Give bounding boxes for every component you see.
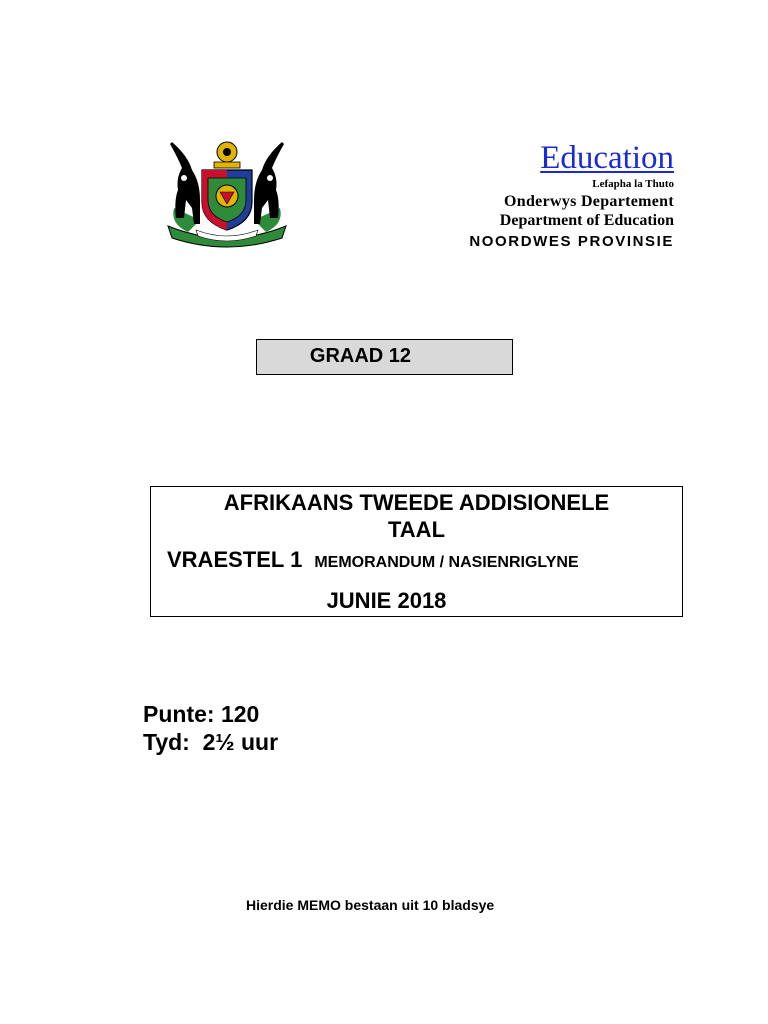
paper-info-box [150, 486, 683, 617]
grade-box [256, 339, 513, 375]
department-title: Education [540, 140, 674, 176]
department-name-afrikaans: Onderwys Departement [504, 193, 674, 210]
subject-line-1: AFRIKAANS TWEEDE ADDISIONELE [223, 490, 610, 515]
page-count-note: Hierdie MEMO bestaan uit 10 bladsye [246, 897, 495, 913]
exam-duration: Tyd: 2½ uur [143, 729, 279, 755]
exam-date: JUNIE 2018 [326, 588, 447, 613]
paper-number: VRAESTEL 1 [167, 547, 303, 572]
grade-label: GRAAD 12 [309, 345, 412, 367]
paper-line [167, 545, 579, 578]
coat-of-arms-icon [160, 138, 294, 248]
subject-line-2: TAAL [387, 517, 446, 542]
province-name: NOORDWES PROVINSIE [469, 233, 674, 250]
department-subtitle: Lefapha la Thuto [592, 178, 674, 190]
paper-type: MEMORANDUM / NASIENRIGLYNE [314, 554, 579, 571]
total-marks: Punte: 120 [143, 701, 260, 727]
department-name-english: Department of Education [499, 212, 674, 229]
